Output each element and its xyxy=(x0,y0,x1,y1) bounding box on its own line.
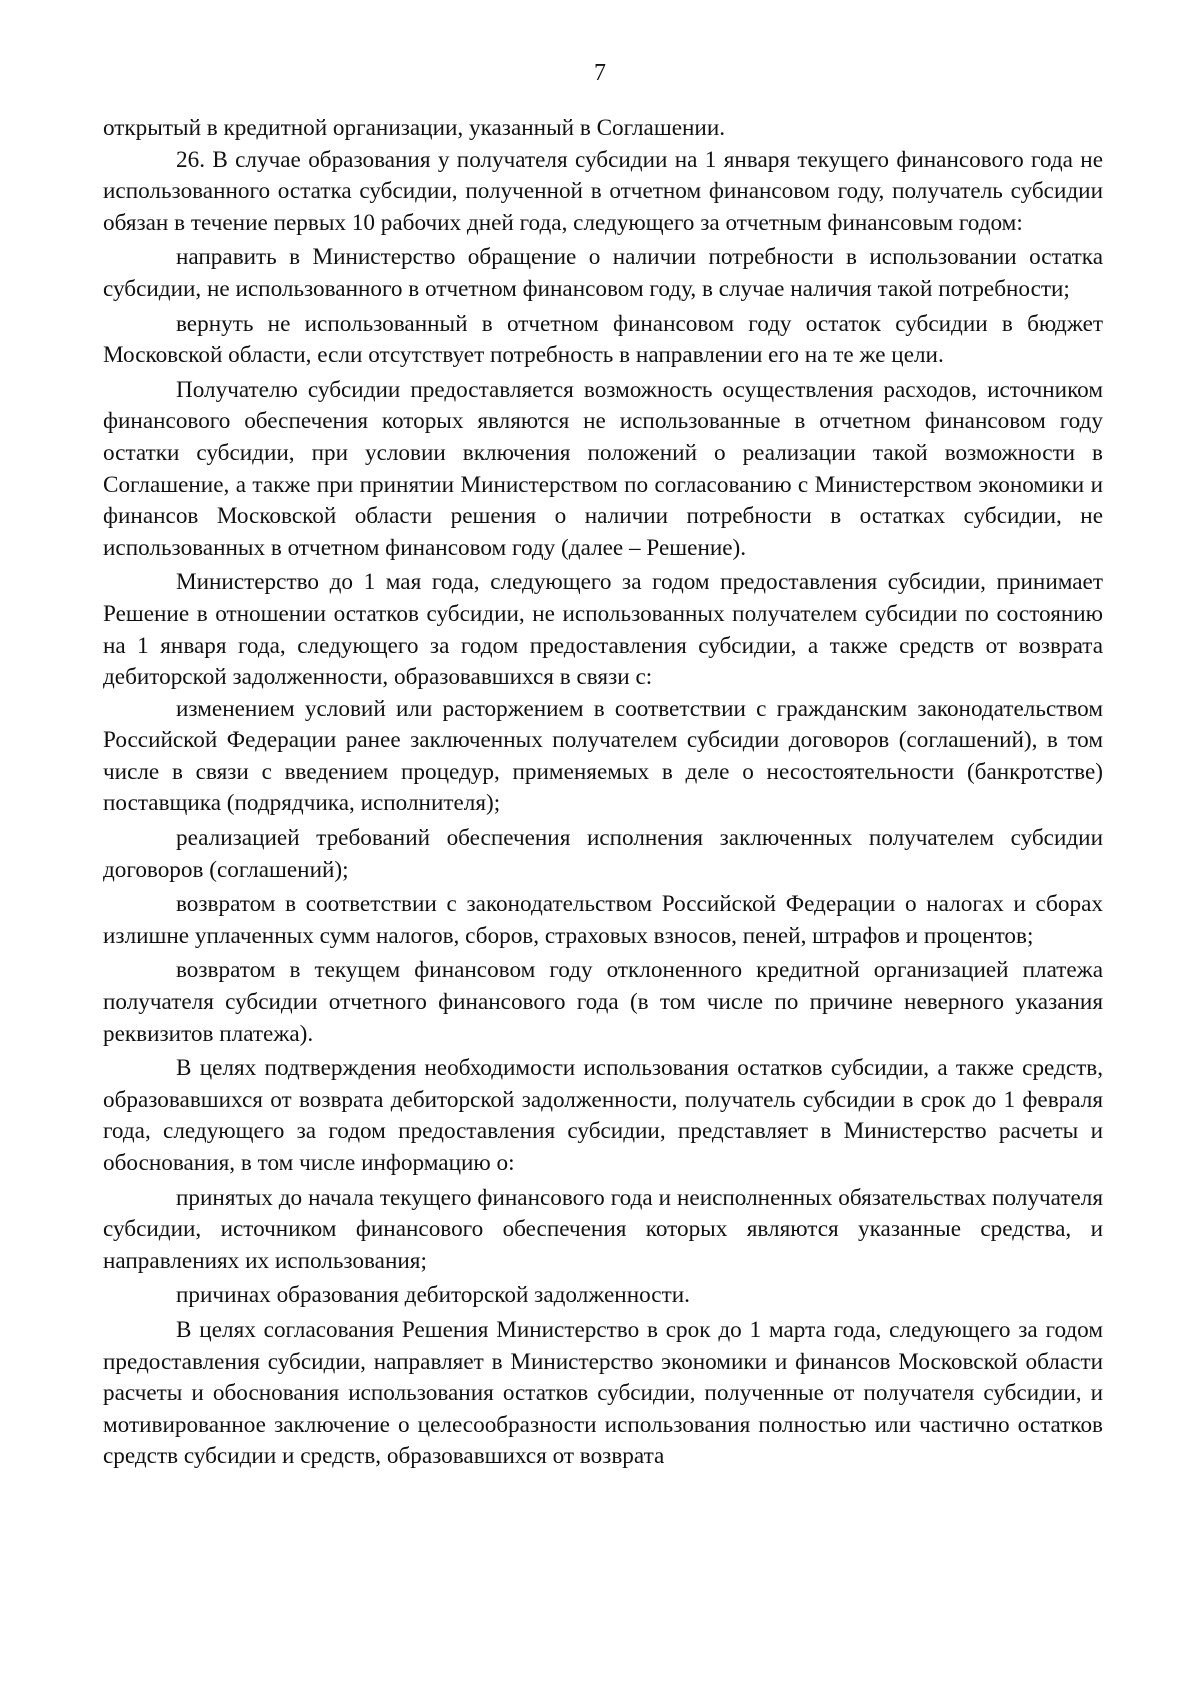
paragraph: В целях подтверждения необходимости использования остатков субсидии, а также средств, образовавшихся от возврата дебиторской задолженности, получатель субсидии в срок до 1 февраля года, следующего за годом предоставления субсидии, представляет в Министерство расчеты и обоснования, в том числе информацию о: xyxy=(103,1055,1103,1176)
paragraph: Министерство до 1 мая года, следующего за годом предоставления субсидии, принимает Решение в отношении остатков субсидии, не использованных получателем субсидии по состоянию на 1 января года, следующего за годом предоставления субсидии, а также средств от возврата дебиторской задолженности, образовавшихся в связи с: xyxy=(103,569,1103,691)
page-number: 7 xyxy=(594,60,606,86)
paragraph: В целях согласования Решения Министерство в срок до 1 марта года, следующего за годом предоставления субсидии, направляет в Министерство экономики и финансов Московской области расчеты и обоснования использования остатков субсидии, полученные от получателя субсидии, и мотивированное заключение о целесообразности использования полностью или частично остатков средств субсидии и средств, образовавшихся от возврата xyxy=(103,1316,1103,1470)
paragraph: открытый в кредитной организации, указанный в Соглашении. xyxy=(103,115,726,141)
paragraph: 26. В случае образования у получателя субсидии на 1 января текущего финансового года не использованного остатка субсидии, полученной в отчетном финансовом году, получатель субсидии обязан в течение первых 10 рабочих дней года, следующего за отчетным финансовым годом: xyxy=(103,146,1103,236)
paragraph: вернуть не использованный в отчетном финансовом году остаток субсидии в бюджет Московской области, если отсутствует потребность в направлении его на те же цели. xyxy=(103,310,1103,369)
paragraph: принятых до начала текущего финансового года и неисполненных обязательствах получателя субсидии, источником финансового обеспечения которых являются указанные средства, и направлениях их использования; xyxy=(103,1184,1103,1274)
paragraph: возвратом в соответствии с законодательством Российской Федерации о налогах и сборах излишне уплаченных сумм налогов, сборов, страховых взносов, пеней, штрафов и процентов; xyxy=(103,891,1103,949)
paragraph: изменением условий или расторжением в соответствии с гражданским законодательством Российской Федерации ранее заключенных получателем субсидии договоров (соглашений), в том числе в связи с введением процедур, применяемых в деле о несостоятельности (банкротстве) поставщика (подрядчика, исполнителя); xyxy=(103,695,1103,817)
paragraph: причинах образования дебиторской задолженности. xyxy=(176,1282,690,1309)
paragraph: направить в Министерство обращение о наличии потребности в использовании остатка субсидии, не использованного в отчетном финансовом году, в случае наличия такой потребности; xyxy=(103,244,1103,302)
paragraph: реализацией требований обеспечения исполнения заключенных получателем субсидии договоров (соглашений); xyxy=(103,825,1103,883)
paragraph: возвратом в текущем финансовом году отклоненного кредитной организацией платежа получателя субсидии отчетного финансового года (в том числе по причине неверного указания реквизитов платежа). xyxy=(103,957,1103,1047)
paragraph: Получателю субсидии предоставляется возможность осуществления расходов, источником финансового обеспечения которых являются не использованные в отчетном финансовом году остатки субсидии, при условии включения положений о реализации такой возможности в Соглашение, а также при принятии Министерством по согласованию с Министерством экономики и финансов Московской области решения о наличии потребности в остатках субсидии, не использованных в отчетном финансовом году (далее – Решение). xyxy=(103,376,1103,561)
document-body xyxy=(103,113,1103,1473)
